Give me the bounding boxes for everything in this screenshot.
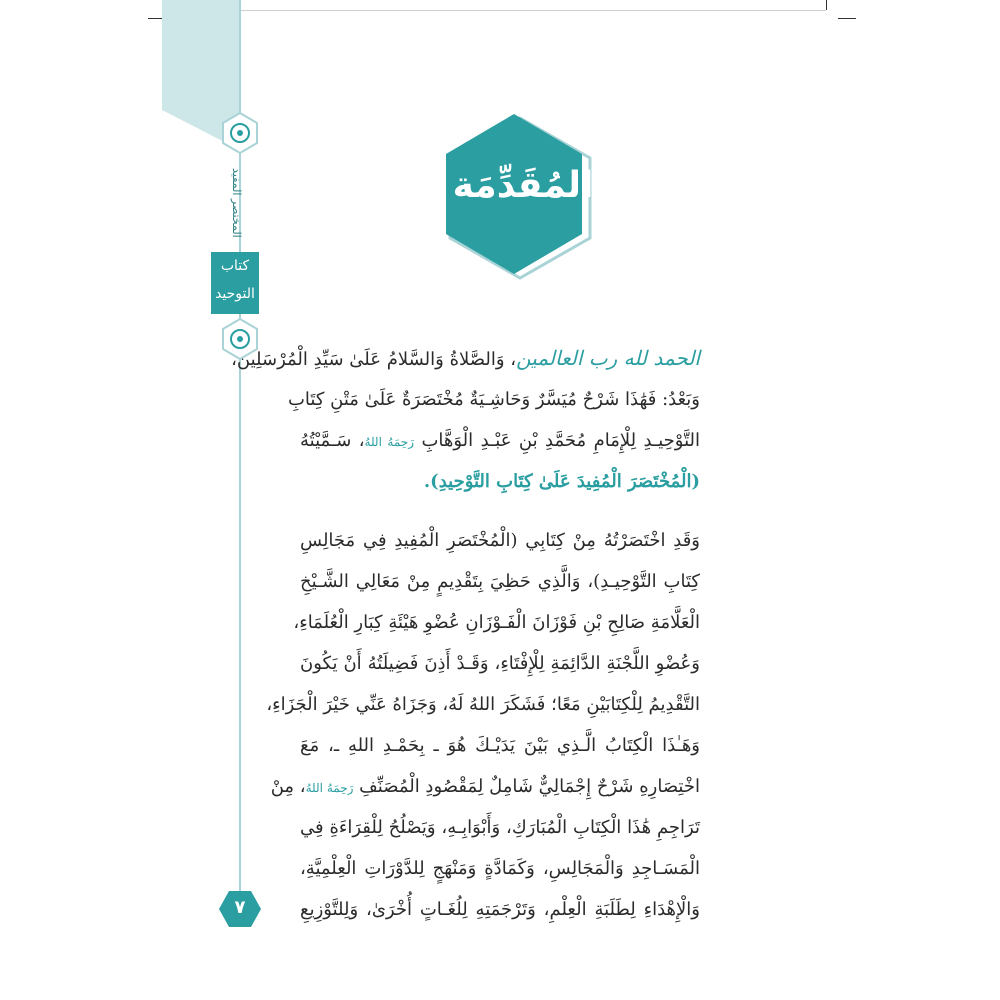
text-line <box>300 520 700 561</box>
chapter-title-badge <box>438 110 598 280</box>
text-line <box>300 643 700 684</box>
line-text: ، وَالصَّلاةُ وَالسَّلامُ عَلَىٰ سَيِّدِ الْمُرْسَلِين، <box>231 349 517 370</box>
text-line <box>300 848 700 889</box>
book-name: (الْمُخْتَصَرَ الْمُفِيدَ عَلَىٰ كِتَابِ التَّوْحِيدِ). <box>423 471 700 492</box>
text-line <box>266 684 700 725</box>
text-line <box>300 420 700 461</box>
book-title-line-2: التوحيد <box>215 286 255 302</box>
page-number: ٧ <box>234 897 246 918</box>
intro-paragraph <box>231 338 700 502</box>
book-title-badge <box>211 252 259 314</box>
text-line <box>300 889 700 930</box>
line-text: وَالْإِهْدَاءِ لِطَلَبَةِ الْعِلْمِ، وَتَرْجَمَتِهِ لِلُغَـاتٍ أُخْرَىٰ، وَلِلتَّوْزِيعِ <box>300 899 700 920</box>
text-line <box>300 807 700 848</box>
honorific: رَحِمَهُ اللهُ <box>364 435 415 449</box>
line-text: كِتَابِ التَّوْحِيـدِ)، وَالَّذِي حَظِيَ بِتَقْدِيمٍ مِنْ مَعَالِي الشَّـيْخِ <box>300 571 700 592</box>
text-line <box>231 338 700 379</box>
line-text: وَقَدِ اخْتَصَرْتُهُ مِنْ كِتَابِي (الْمُخْتَصَرِ الْمُفِيدِ فِي مَجَالِسِ <box>300 530 700 551</box>
honorific: رَحِمَهُ اللهُ <box>305 781 354 795</box>
text-line <box>300 461 700 502</box>
line-text: وَعُضْوِ اللَّجْنَةِ الدَّائِمَةِ لِلْإِفْتَاءِ، وَقَـدْ أَذِنَ فَضِيلَتُهُ أَنْ يَكُونَ <box>300 653 700 674</box>
page-border <box>178 10 826 11</box>
chapter-title: المُقَدِّمَة <box>452 165 594 206</box>
crop-mark-top-right-h <box>838 18 856 19</box>
text-line <box>300 725 700 766</box>
line-text: الْعَلَّامَةِ صَالِحِ بْنِ فَوْزَانَ الْفَـوْزَانِ عُضْوِ هَيْئَةِ كِبَارِ الْعُلَمَاءِ، <box>293 612 700 633</box>
line-text: الْمَسَـاجِدِ وَالْمَجَالِسِ، وَكَمَادَّةٍ وَمَنْهَجٍ لِلدَّوْرَاتِ الْعِلْمِيَّةِ، <box>300 858 700 879</box>
text-line <box>270 766 700 807</box>
line-text: التَّقْدِيمُ لِلْكِتَابَيْنِ مَعًا؛ فَشَكَرَ اللهُ لَهُ، وَجَزَاهُ عَنِّي خَيْرَ الْجَزَاءِ، <box>266 694 700 715</box>
line-text: ، مِنْ <box>270 776 306 797</box>
side-vertical-title: المختصر المفيد <box>230 168 243 238</box>
text-line <box>300 561 700 602</box>
basmala-phrase: الحمد لله رب العالمين <box>516 346 700 370</box>
line-text: اخْتِصَارِهِ شَرْحٌ إِجْمَالِيٌّ شَامِلٌ لِمَقْصُودِ الْمُصَنِّفِ <box>359 776 700 797</box>
text-line <box>293 602 700 643</box>
line-text: تَرَاجِمِ هَٰذَا الْكِتَابِ الْمُبَارَكِ، وَأَبْوَابِـهِ، وَيَصْلُحُ لِلْقِرَاءَةِ فِي <box>300 817 700 838</box>
crop-mark-top-right-v <box>826 0 827 10</box>
text-line <box>287 379 700 420</box>
line-text: وَهَـٰذَا الْكِتَابُ الَّـذِي بَيْنَ يَدَيْـكَ هُوَ ـ بِحَمْـدِ اللهِ ـ، مَعَ <box>300 735 700 756</box>
line-text: وَبَعْدُ: فَهَٰذَا شَرْحٌ مُيَسَّرٌ وَحَاشِـيَةٌ مُخْتَصَرَةٌ عَلَىٰ مَتْنِ كِتَابِ <box>287 389 700 410</box>
body-paragraph <box>266 520 700 930</box>
book-title-line-1: كتاب <box>220 258 250 274</box>
line-text: ، سَـمَّيْتُهُ <box>300 430 365 451</box>
flower-ornament-icon <box>219 112 261 154</box>
line-text: التَّوْحِيـدِ لِلْإِمَامِ مُحَمَّدِ بْنِ عَبْـدِ الْوَهَّابِ <box>421 430 700 451</box>
page-number-badge <box>218 890 262 928</box>
